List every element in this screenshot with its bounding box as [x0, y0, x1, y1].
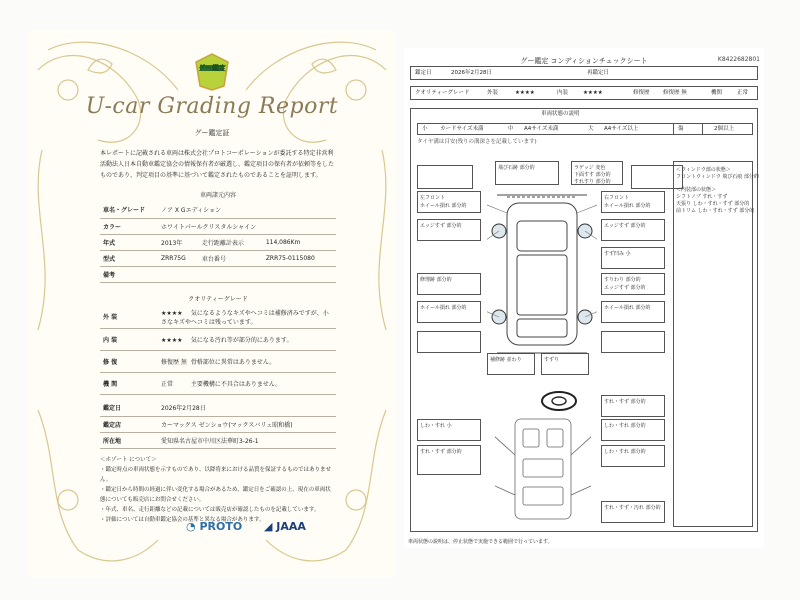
- rating-stars: 修復歴 無: [161, 358, 187, 366]
- damage-box: すれ・すず 部分的: [601, 395, 665, 417]
- row-value: カーマックス ゼンショウ(マックスバリュ昭和橋): [158, 416, 336, 432]
- report-title: U-car Grading Report: [85, 94, 339, 119]
- size-legend: [417, 123, 703, 135]
- row-label: 走行距離計表示: [199, 234, 263, 250]
- row-label: 内 装: [100, 328, 158, 350]
- row-value: 愛知県名古屋市中川区法華町3-26-1: [158, 432, 336, 448]
- row-label: 車台番号: [199, 250, 263, 266]
- table-row: [100, 328, 336, 350]
- rating-stars: ★★★★: [161, 309, 183, 317]
- damage-box: エッジすず 部分的: [417, 219, 481, 241]
- table-row: [100, 416, 336, 432]
- goo-badge: [194, 52, 230, 92]
- row-label: 備考: [100, 266, 158, 282]
- size-cell: 大: [588, 126, 594, 132]
- state-heading: 車両状態の説明: [541, 111, 580, 117]
- condition-check-sheet: [404, 48, 764, 548]
- row-label: 鑑定店: [100, 416, 158, 432]
- note-item: ・年式、車名、走行距離などの記載については販売店が確認したものを記載しています。: [100, 507, 320, 513]
- table-row: [100, 250, 336, 266]
- damage-box: 左フロント ホイール損れ 部分的: [417, 191, 481, 213]
- report-subtitle: グー鑑定証: [194, 129, 230, 137]
- notes-title: ＜ホゾート について＞: [100, 457, 157, 463]
- state-panel: [410, 108, 758, 532]
- intro-text: 本レポートに記載される車両は株式会社プロトコーポレーションが委託する特定非営利活動法人日本自動車鑑定協会の情報保有者が厳選し、鑑定項目の保有者が依頼等をしたものであり、判定項目の基準に基づいて鑑定されたものであることを証明します。: [100, 150, 335, 179]
- table-row: [100, 234, 336, 250]
- size-cell: A4サイズ未満: [524, 126, 559, 132]
- note-item: ・鑑定時点の車両状態を示すものであり、以降将来における品質を保証するものではありません。: [100, 467, 332, 483]
- grade-item-label: 外装: [487, 90, 499, 96]
- row-value: 2026年2月28日: [158, 400, 336, 416]
- damage-box: すずり: [541, 353, 589, 375]
- row-label: 修 復: [100, 350, 158, 372]
- table-row: [100, 266, 336, 282]
- row-label: 鑑定日: [100, 400, 158, 416]
- row-label: カラー: [100, 218, 158, 234]
- car-interior-diagram: [495, 415, 591, 525]
- row-value: ホワイトパールクリスタルシャイン: [158, 218, 336, 234]
- grading-report-page: [28, 30, 396, 578]
- certification-table: [100, 400, 336, 449]
- badge-label: グー鑑定: [198, 64, 226, 72]
- row-value: ZRR75-0115080: [263, 250, 336, 266]
- grade-item-label: 内装: [557, 90, 569, 96]
- date-value: 2026年2月28日: [451, 70, 492, 76]
- size-cell: 傷: [678, 126, 684, 132]
- steering-wheel-icon: [539, 389, 579, 413]
- quality-heading: クオリティーグレード: [188, 296, 248, 303]
- size-cell: 小: [422, 126, 428, 132]
- sheet-footer: 車両状態の説明は、停止状態で実施できる範囲で行っています。: [408, 539, 553, 545]
- size-cell: カードサイズ未満: [440, 126, 484, 132]
- tire-note: タイヤ溝は目安(残りの溝深さを記載しています): [417, 139, 537, 145]
- table-row: [100, 218, 336, 234]
- size-cell: 2個以上: [714, 126, 734, 132]
- damage-box: すれ・すず・汚れ 部分的: [601, 501, 665, 523]
- grade-item-value: ★★★★: [515, 90, 535, 96]
- damage-box: [417, 165, 473, 189]
- row-value: 2013年: [158, 234, 199, 250]
- grade-item-value: ★★★★: [583, 90, 603, 96]
- row-value: 骨格部位に異常はありません。: [190, 358, 276, 366]
- sheet-heading: グー鑑定 コンディションチェックシート: [520, 57, 648, 65]
- document-number: K8422682801: [717, 56, 760, 63]
- grade-item-label: 修復歴: [633, 90, 650, 96]
- date-row: [410, 66, 758, 80]
- note-item: ・鑑定日から時間の経過に伴い変化する場合があるため、鑑定日をご確認の上、現在の車両状態についても販売店にお問合せください。: [100, 487, 331, 503]
- rating-stars: 正常: [161, 380, 174, 388]
- damage-box: ラゲッジ 変色 下面すす 部分的 すれすり 部分的: [571, 161, 623, 185]
- date-label: 鑑定日: [415, 70, 432, 76]
- damage-box: [601, 331, 665, 353]
- damage-box: エッジすず 部分的: [601, 219, 665, 241]
- row-label: 型式: [100, 250, 158, 266]
- vehicle-heading: 車両諸元内容: [199, 192, 236, 199]
- window-interior-box: ＜ウィンドウ部の状態＞ フロントウィンドウ 飛び石痕 部分的 ＜内装部の状態＞ シフトノブ すれ・すず 天張り しわ・すれ・すず 部分的 前トリム しわ・すれ・すず 部分的: [673, 161, 753, 527]
- table-row: [100, 306, 336, 328]
- damage-box: すりわり 部分的 エッジすず 部分的: [601, 273, 665, 295]
- row-value: 114,086Km: [263, 234, 336, 250]
- row-label: 外 装: [100, 306, 158, 328]
- damage-box: しわ・すれ 部分的: [601, 445, 665, 467]
- damage-box: 修理跡 部分的: [417, 273, 481, 295]
- size-cell: 中: [508, 126, 514, 132]
- damage-box: すれ・すず 部分的: [417, 445, 481, 475]
- damage-box: [417, 331, 481, 353]
- row-label: 機 関: [100, 372, 158, 394]
- row-value: 主要機構に不具合はありません。: [190, 380, 282, 388]
- row-label: 所在地: [100, 432, 158, 448]
- vehicle-table: [100, 202, 336, 283]
- report-notes: [100, 455, 336, 525]
- table-row: [100, 400, 336, 416]
- row-value: [158, 266, 336, 282]
- damage-box: 右フロント ホイール損れ 部分的: [601, 191, 665, 213]
- car-top-view-diagram: [487, 193, 597, 355]
- table-row: [100, 350, 336, 372]
- damage-box: すず凹み 小: [601, 247, 665, 269]
- quality-table: [100, 306, 336, 395]
- grade-label: クオリティーグレード: [415, 90, 470, 96]
- table-row: [100, 432, 336, 448]
- damage-box: 補修跡 並わり: [487, 353, 535, 375]
- row-label: 車名・グレード: [100, 202, 158, 218]
- grade-item-value: 修復歴 無: [663, 90, 687, 96]
- damage-box: ホイール損れ 部分的: [601, 301, 665, 323]
- table-row: [100, 202, 336, 218]
- recheck-label: 再鑑定日: [587, 70, 610, 76]
- damage-box: しわ・すれ 部分的: [601, 419, 665, 441]
- note-item: ・評価については自動車鑑定協会の基準と異なる場合があります。: [100, 517, 265, 523]
- rating-stars: ★★★★: [161, 336, 183, 344]
- grade-item-label: 機関: [711, 90, 723, 96]
- row-value: ノア X Gエディション: [158, 202, 336, 218]
- proto-logo: ◔ PROTO: [186, 520, 243, 533]
- jaaa-logo: ◢ JAAA: [264, 520, 306, 533]
- row-label: 年式: [100, 234, 158, 250]
- size-cell: A4サイズ以上: [604, 126, 639, 132]
- damage-box: ホイール損れ 部分的: [417, 301, 481, 323]
- row-value: ZRR75G: [158, 250, 199, 266]
- damage-box: しわ・すれ 小: [417, 419, 481, 441]
- row-value: 気になる汚れ等が部分的にあります。: [190, 336, 293, 344]
- row-value: 気になるようなキズやヘコミは補修済みですが、小さなキズやヘコミは残っています。: [161, 309, 329, 326]
- grade-row: [410, 86, 758, 100]
- count-legend: [673, 123, 753, 135]
- damage-box: 飛び石跡 部分的: [495, 161, 559, 185]
- table-row: [100, 372, 336, 394]
- grade-item-value: 正常: [737, 90, 749, 96]
